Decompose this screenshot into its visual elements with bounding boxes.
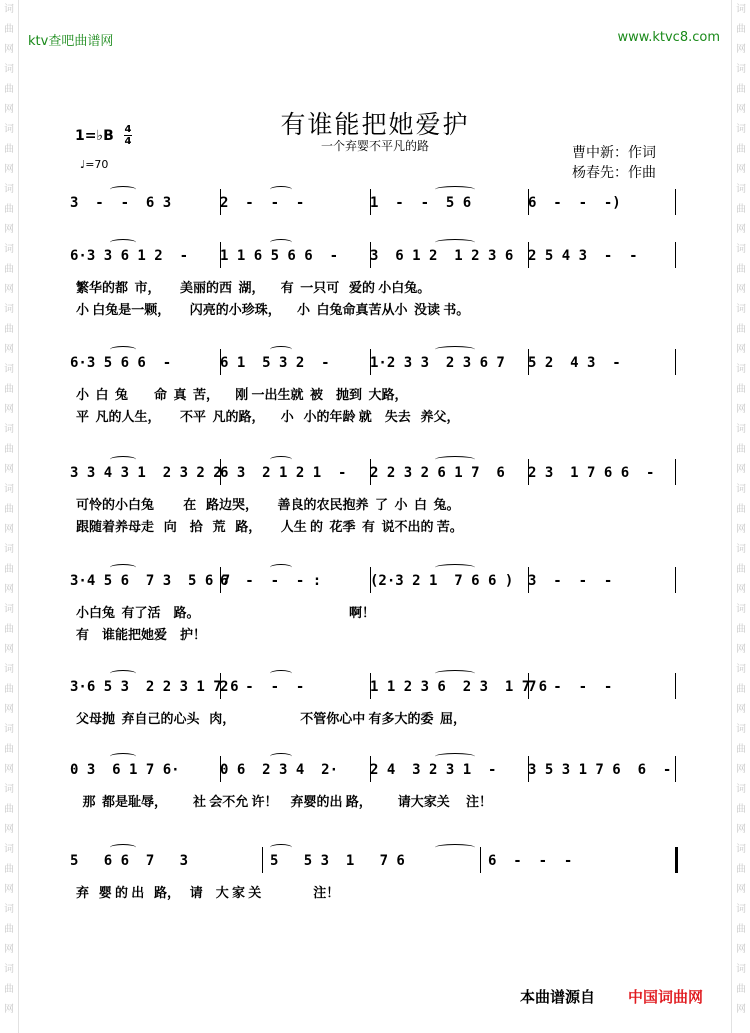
measure-notes: 6 1 5 3 2 - <box>220 355 330 371</box>
watermark-char: 网 <box>4 404 14 415</box>
meter-top: 4 <box>124 124 132 135</box>
right-watermark-strip <box>731 0 750 1033</box>
lyric-line: 跟随着养母走 向 拾 荒 路， 人生 的 花季 有 说不出的 苦。 <box>76 519 463 534</box>
slur-mark <box>435 844 475 851</box>
key-signature: 1=♭B <box>75 128 114 144</box>
watermark-char: 网 <box>4 104 14 115</box>
watermark-char: 曲 <box>4 24 14 35</box>
measure-notes: 6·3 5 6 6 - <box>70 355 172 371</box>
watermark-char: 词 <box>736 244 746 255</box>
watermark-char: 网 <box>4 764 14 775</box>
watermark-char: 词 <box>736 724 746 735</box>
watermark-char: 词 <box>4 604 14 615</box>
watermark-char: 曲 <box>4 504 14 515</box>
slur-mark <box>110 753 136 760</box>
watermark-char: 曲 <box>4 804 14 815</box>
bar-line <box>675 349 676 375</box>
bar-line <box>528 189 529 215</box>
measure-notes: 2 4 3 2 3 1 - <box>370 762 497 778</box>
bar-line <box>370 673 371 699</box>
notation-row <box>70 465 680 489</box>
bar-line <box>528 673 529 699</box>
bar-line <box>370 459 371 485</box>
footer-source-site: 中国词曲网 <box>628 988 704 1006</box>
slur-mark <box>270 186 292 193</box>
credits <box>572 143 656 183</box>
watermark-char: 曲 <box>4 564 14 575</box>
watermark-char: 网 <box>736 164 746 175</box>
watermark-char: 词 <box>4 964 14 975</box>
slur-mark <box>270 844 292 851</box>
watermark-char: 曲 <box>4 324 14 335</box>
watermark-char: 网 <box>736 284 746 295</box>
watermark-char: 网 <box>4 644 14 655</box>
bar-line <box>675 673 676 699</box>
measure-notes: 6 - - - : <box>220 573 322 589</box>
watermark-char: 词 <box>4 724 14 735</box>
watermark-char: 曲 <box>736 984 746 995</box>
watermark-char: 网 <box>4 284 14 295</box>
slur-mark <box>110 456 136 463</box>
watermark-char: 曲 <box>4 864 14 875</box>
slur-mark <box>435 346 475 353</box>
bar-line <box>370 756 371 782</box>
bar-line <box>675 242 676 268</box>
bar-line <box>220 242 221 268</box>
measure-notes: 3 - - 6 3 <box>70 195 172 211</box>
watermark-char: 词 <box>4 124 14 135</box>
watermark-char: 词 <box>736 184 746 195</box>
slur-mark <box>435 670 475 677</box>
slur-mark <box>435 753 475 760</box>
measure-notes: 6 - - -) <box>528 195 621 211</box>
composer-credit: 杨春先：作曲 <box>572 165 656 181</box>
measure-notes: 2 - - - <box>220 679 305 695</box>
measure-notes: 3·6 5 3 2 2 3 1 7 6 <box>70 679 239 695</box>
watermark-char: 网 <box>736 764 746 775</box>
watermark-char: 网 <box>736 944 746 955</box>
watermark-char: 词 <box>736 544 746 555</box>
watermark-char: 词 <box>4 544 14 555</box>
watermark-char: 曲 <box>736 924 746 935</box>
measure-notes: 1 1 2 3 6 2 3 1 7 6 <box>370 679 548 695</box>
watermark-char: 曲 <box>736 804 746 815</box>
slur-mark <box>270 670 292 677</box>
bar-line <box>528 349 529 375</box>
slur-mark <box>110 564 136 571</box>
watermark-char: 词 <box>736 364 746 375</box>
watermark-char: 曲 <box>4 624 14 635</box>
watermark-char: 网 <box>736 44 746 55</box>
site-name-left: ktv查吧曲谱网 <box>28 34 114 49</box>
slur-mark <box>270 753 292 760</box>
measure-notes: 1·2 3 3 2 3 6 7 <box>370 355 505 371</box>
bar-line <box>675 567 676 593</box>
watermark-char: 词 <box>4 64 14 75</box>
bar-line <box>220 567 221 593</box>
measure-notes: 1 1 6 5 6 6 - <box>220 248 339 264</box>
measure-notes: 5 2 4 3 - <box>528 355 621 371</box>
watermark-char: 曲 <box>736 504 746 515</box>
watermark-char: 词 <box>736 4 746 15</box>
watermark-char: 网 <box>736 224 746 235</box>
measure-notes: 2 5 4 3 - - <box>528 248 638 264</box>
measure-notes: 0 3 6 1 7 6· <box>70 762 180 778</box>
watermark-char: 曲 <box>736 864 746 875</box>
song-title: 有谁能把她爱护 <box>280 110 470 139</box>
notation-row <box>70 355 680 379</box>
watermark-char: 曲 <box>736 744 746 755</box>
slur-mark <box>270 456 292 463</box>
watermark-char: 曲 <box>736 444 746 455</box>
bar-line <box>370 189 371 215</box>
bar-line <box>220 189 221 215</box>
watermark-char: 词 <box>4 4 14 15</box>
left-watermark-strip <box>0 0 19 1033</box>
watermark-char: 词 <box>4 364 14 375</box>
watermark-char: 网 <box>4 164 14 175</box>
watermark-char: 词 <box>4 304 14 315</box>
watermark-char: 词 <box>4 244 14 255</box>
bar-line <box>675 189 676 215</box>
bar-line <box>220 459 221 485</box>
measure-notes: 6 - - - <box>488 853 573 869</box>
lyric-line: 平 凡的人生， 不平 凡的路， 小 小的年龄 就 失去 养父， <box>76 409 460 424</box>
watermark-char: 曲 <box>4 444 14 455</box>
bar-line <box>480 847 481 873</box>
watermark-char: 网 <box>736 404 746 415</box>
lyric-line: 弃 婴 的 出 路， 请 大 家 关 注！ <box>76 885 340 900</box>
bar-line <box>370 349 371 375</box>
song-subtitle: 一个弃婴不平凡的路 <box>320 139 429 153</box>
slur-mark <box>110 186 136 193</box>
notation-row <box>70 853 680 877</box>
bar-line <box>220 756 221 782</box>
watermark-char: 词 <box>4 784 14 795</box>
watermark-char: 网 <box>4 584 14 595</box>
watermark-char: 曲 <box>4 204 14 215</box>
measure-notes: 3·4 5 6 7 3 5 6 7 <box>70 573 231 589</box>
watermark-char: 词 <box>736 124 746 135</box>
watermark-char: 曲 <box>4 144 14 155</box>
measure-notes: 6 3 2 1 2 1 - <box>220 465 347 481</box>
watermark-char: 网 <box>736 584 746 595</box>
watermark-char: 曲 <box>736 144 746 155</box>
watermark-char: 曲 <box>736 624 746 635</box>
lyric-line: 小 白 兔 命 真 苦， 刚 一出生就 被 抛到 大路， <box>76 387 408 402</box>
watermark-char: 词 <box>736 904 746 915</box>
bar-line <box>262 847 263 873</box>
watermark-char: 曲 <box>4 84 14 95</box>
site-url-right: www.ktvc8.com <box>617 30 720 45</box>
watermark-char: 曲 <box>736 384 746 395</box>
lyricist-credit: 曹中新：作词 <box>572 145 656 161</box>
measure-notes: 2 2 3 2 6 1 7 6 <box>370 465 505 481</box>
measure-notes: 6·3 3 6 1 2 - <box>70 248 189 264</box>
measure-notes: 0 6 2 3 4 2· <box>220 762 339 778</box>
watermark-char: 网 <box>736 704 746 715</box>
watermark-char: 曲 <box>736 204 746 215</box>
watermark-char: 网 <box>4 44 14 55</box>
slur-mark <box>435 239 475 246</box>
slur-mark <box>110 346 136 353</box>
notation-row <box>70 762 680 786</box>
watermark-char: 网 <box>4 524 14 535</box>
notation-row <box>70 195 680 219</box>
watermark-char: 网 <box>4 344 14 355</box>
bar-line <box>220 673 221 699</box>
footer-source-label: 本曲谱源自 <box>520 988 596 1006</box>
notation-row <box>70 573 680 597</box>
watermark-char: 曲 <box>4 924 14 935</box>
measure-notes: 2 - - - <box>220 195 305 211</box>
lyric-line: 小 白兔是一颗， 闪亮的小珍珠， 小 白兔命真苦从小 没读 书。 <box>76 302 470 317</box>
watermark-char: 网 <box>736 464 746 475</box>
slur-mark <box>435 456 475 463</box>
watermark-char: 词 <box>4 184 14 195</box>
watermark-char: 曲 <box>4 384 14 395</box>
watermark-char: 词 <box>736 784 746 795</box>
watermark-char: 词 <box>736 64 746 75</box>
bar-line <box>528 242 529 268</box>
lyric-line: 繁华的都 市， 美丽的西 湖， 有 一只可 爱的 小白兔。 <box>76 280 431 295</box>
measure-notes: (2·3 2 1 7 6 6 ) <box>370 573 514 589</box>
slur-mark <box>435 186 475 193</box>
notation-row <box>70 679 680 703</box>
watermark-char: 曲 <box>736 84 746 95</box>
watermark-char: 网 <box>4 944 14 955</box>
watermark-char: 网 <box>736 344 746 355</box>
measure-notes: 5 6 6 7 3 <box>70 853 189 869</box>
lyric-line: 那 都是耻辱， 社 会不允 许！ 弃婴的出 路， 请大家关 注！ <box>76 794 493 809</box>
watermark-char: 词 <box>736 844 746 855</box>
bar-line <box>220 349 221 375</box>
watermark-char: 网 <box>4 824 14 835</box>
measure-notes: 3 3 4 3 1 2 3 2 2 <box>70 465 222 481</box>
lyric-line: 有 谁能把她爱 护！ <box>76 627 207 642</box>
measure-notes: 3 - - - <box>528 573 613 589</box>
tempo-marking: ♩=70 <box>80 158 109 171</box>
lyric-line: 小白兔 有了活 路。 啊！ <box>76 605 376 620</box>
slur-mark <box>270 564 292 571</box>
meter-bottom: 4 <box>124 136 132 147</box>
watermark-char: 曲 <box>736 324 746 335</box>
time-signature <box>124 124 132 147</box>
measure-notes: 1 - - 5 6 <box>370 195 472 211</box>
watermark-char: 曲 <box>736 564 746 575</box>
measure-notes: 3 5 3 1 7 6 6 - <box>528 762 672 778</box>
lyric-line: 父母抛 弃自己的心头 肉， 不管你心中 有多大的委 屈， <box>76 711 467 726</box>
watermark-char: 网 <box>736 104 746 115</box>
slur-mark <box>110 239 136 246</box>
watermark-char: 曲 <box>736 264 746 275</box>
slur-mark <box>270 346 292 353</box>
watermark-char: 曲 <box>4 264 14 275</box>
slur-mark <box>110 670 136 677</box>
watermark-char: 词 <box>736 664 746 675</box>
measure-notes: 3 6 1 2 1 2 3 6 <box>370 248 514 264</box>
watermark-char: 网 <box>736 524 746 535</box>
watermark-char: 词 <box>4 424 14 435</box>
watermark-char: 网 <box>736 824 746 835</box>
watermark-char: 词 <box>4 664 14 675</box>
bar-line <box>370 242 371 268</box>
measure-notes: 2 3 1 7 6 6 - <box>528 465 655 481</box>
measure-notes: 5 5 3 1 7 6 <box>270 853 405 869</box>
watermark-char: 词 <box>736 424 746 435</box>
bar-line <box>370 567 371 593</box>
watermark-char: 网 <box>4 224 14 235</box>
bar-line <box>675 459 676 485</box>
bar-line <box>528 567 529 593</box>
bar-line <box>675 756 676 782</box>
watermark-char: 曲 <box>4 984 14 995</box>
watermark-char: 词 <box>736 484 746 495</box>
watermark-char: 网 <box>736 644 746 655</box>
watermark-char: 词 <box>736 304 746 315</box>
bar-line <box>528 756 529 782</box>
watermark-char: 网 <box>736 1004 746 1015</box>
notation-row <box>70 248 680 272</box>
watermark-char: 网 <box>4 1004 14 1015</box>
watermark-char: 网 <box>736 884 746 895</box>
lyric-line: 可怜的小白兔 在 路边哭， 善良的农民抱养 了 小 白 兔。 <box>76 497 460 512</box>
slur-mark <box>435 564 475 571</box>
watermark-char: 词 <box>4 484 14 495</box>
slur-mark <box>270 239 292 246</box>
slur-mark <box>110 844 136 851</box>
watermark-char: 词 <box>736 604 746 615</box>
watermark-char: 曲 <box>736 24 746 35</box>
bar-line <box>528 459 529 485</box>
watermark-char: 曲 <box>4 684 14 695</box>
watermark-char: 词 <box>4 904 14 915</box>
watermark-char: 词 <box>736 964 746 975</box>
watermark-char: 网 <box>4 464 14 475</box>
watermark-char: 词 <box>4 844 14 855</box>
bar-line <box>675 847 678 873</box>
watermark-char: 曲 <box>736 684 746 695</box>
watermark-char: 网 <box>4 884 14 895</box>
watermark-char: 曲 <box>4 744 14 755</box>
watermark-char: 网 <box>4 704 14 715</box>
measure-notes: 7 - - - <box>528 679 613 695</box>
